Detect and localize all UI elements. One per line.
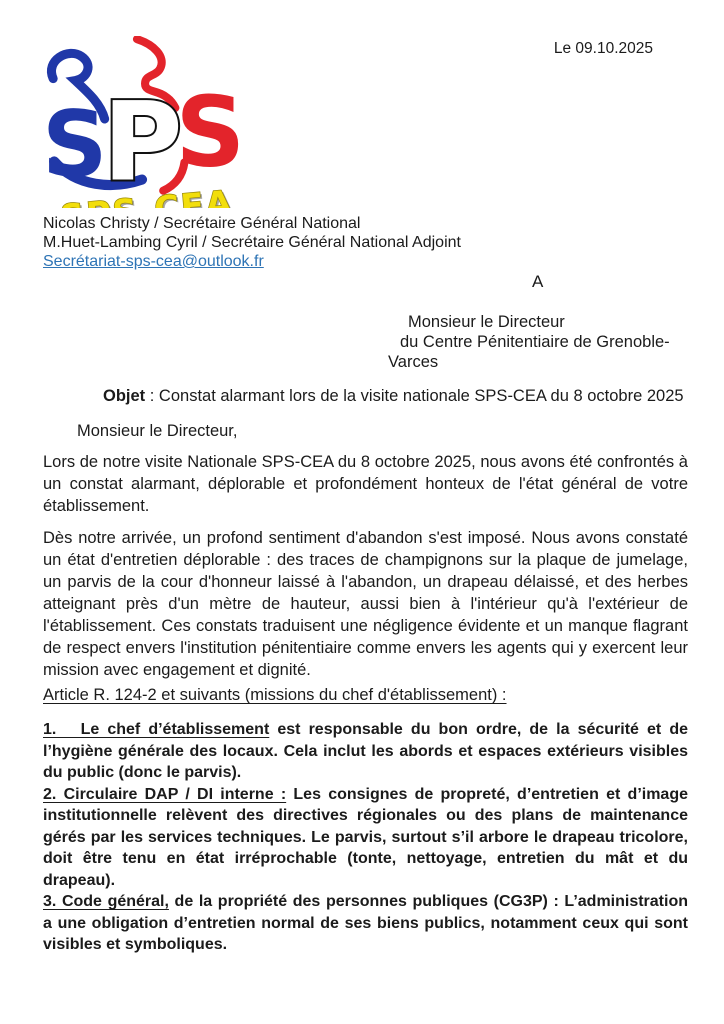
email-link[interactable]: Secrétariat-sps-cea@outlook.fr	[43, 253, 264, 270]
sender-line-2: M.Huet-Lambing Cyril / Secrétaire Général National Adjoint	[43, 234, 461, 251]
sender-email-line	[43, 252, 688, 271]
point-3-lead: 3. Code général,	[43, 893, 169, 910]
body-paragraph-1: Lors de notre visite Nationale SPS-CEA du 8 octobre 2025, nous avons été confrontés à un constat alarmant, déplorable et profondément honteux de l'état général de votre établissement.	[43, 453, 688, 515]
logo-letter-s2: S	[175, 75, 242, 189]
sps-logo	[40, 36, 242, 208]
legal-point-2	[43, 784, 688, 892]
recipient-line-2: du Centre Pénitentiaire de Grenoble-	[400, 333, 670, 351]
point-1-text: est responsable du bon ordre, de la sécurité et de l’hygiène générale des locaux. Cela inclut les abords et espaces extérieurs visibles du public (donc le parvis).	[43, 721, 689, 781]
letter-date: Le 09.10.2025	[553, 40, 653, 57]
sps-logo-graphic	[40, 36, 242, 208]
sender-block	[43, 214, 688, 271]
legal-point-3	[43, 891, 688, 956]
legal-heading: Article R. 124-2 et suivants (missions du chef d'établissement) :	[43, 686, 507, 704]
recipient-line-1: Monsieur le Directeur	[408, 313, 565, 331]
to-label: A	[532, 272, 544, 291]
body-paragraph-2: Dès notre arrivée, un profond sentiment d'abandon s'est imposé. Nous avons constaté un état d'entretien déplorable : des traces de champignons sur la plaque de jumelage, un parvis de la cour d'honneur laissé à l'abandon, un drapeau délaissé, et des herbes atteignant près d'un mètre de hauteur, aussi bien à l'intérieur qu'à l'extérieur de l'établissement. Ces constats traduisent une négligence évidente et un manque flagrant de respect envers l'institution pénitentiaire comme envers les agents qui y exercent leur mission avec engagement et dignité.	[43, 529, 688, 679]
recipient-line-3: Varces	[388, 353, 439, 371]
subject-text: : Constat alarmant lors de la visite nationale SPS-CEA du 8 octobre 2025	[145, 387, 684, 405]
point-1-lead: 1. Le chef d’établissement	[43, 721, 270, 738]
sender-line-1: Nicolas Christy / Secrétaire Général National	[43, 215, 361, 232]
point-3-text: de la propriété des personnes publiques (CG3P) : L’administration a une obligation d’entretien normal de ses biens publics, notamment ceux qui sont visibles et symboliques.	[43, 893, 689, 953]
salutation: Monsieur le Directeur,	[77, 422, 238, 440]
logo-letter-p: P	[102, 78, 183, 206]
point-2-lead: 2. Circulaire DAP / DI interne :	[43, 785, 287, 803]
logo-letter-s1: S	[42, 92, 108, 198]
subject-line	[43, 385, 688, 407]
legal-point-1	[43, 719, 688, 784]
recipient-block	[43, 312, 688, 372]
subject-label: Objet	[103, 387, 146, 405]
point-2-text: Les consignes de propreté, d’entretien et d’image institutionnelle relèvent des directives régionales ou des plans de maintenance gérés par les services techniques. Le parvis, surtout s’il arbore le drapeau tricolore, doit être tenu en état irréprochable (tonte, nettoyage, entretien du mât et du drapeau).	[43, 785, 689, 889]
